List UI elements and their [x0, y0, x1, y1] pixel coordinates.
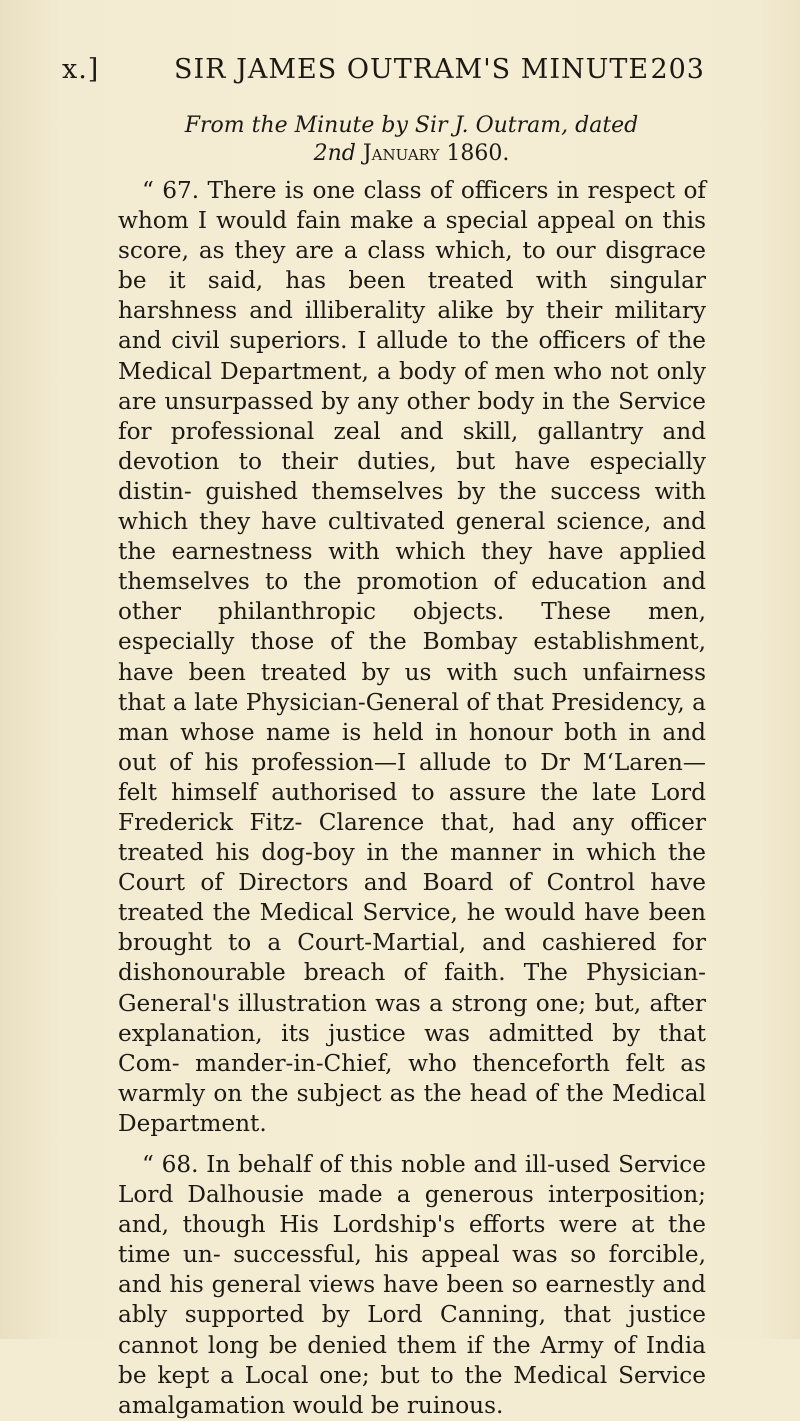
body-text	[118, 176, 706, 1421]
paragraph-67: “ 67. There is one class of officers in respect of whom I would fain make a special appeal on this score, as they are a class which, to our disgrace be it said, has been treated with singular harshness and illiberality alike by their military and civil superiors. I allude to the officers of the Medical Department, a body of men who not only are unsurpassed by any other body in the Service for professional zeal and skill, gallantry and devotion to their duties, but have especially distin- guished themselves by the success with which they have cultivated general science, and the earnestness with which they have applied themselves to the promotion of education and other philanthropic objects. These men, especially those of the Bombay establishment, have been treated by us with such unfairness that a late Physician-General of that Presidency, a man whose name is held in honour both in and out of his profession—I allude to Dr M‘Laren—felt himself authorised to assure the late Lord Frederick Fitz- Clarence that, had any officer treated his dog-boy in the manner in which the Court of Directors and Board of Control have treated the Medical Service, he would have been brought to a Court-Martial, and cashiered for dishonourable breach of faith. The Physician- General's illustration was a strong one; but, after explanation, its justice was admitted by that Com- mander-in-Chief, who thenceforth felt as warmly on the subject as the head of the Medical Department.	[118, 177, 706, 1137]
source-note	[118, 112, 705, 168]
source-note-date-month: January	[362, 141, 440, 166]
source-note-date	[118, 140, 705, 168]
paragraph-68: “ 68. In behalf of this noble and ill-used Service Lord Dalhousie made a generous interposition; and, though His Lordship's efforts were at the time un- successful, his appeal was so forcible, and his general views have been so earnestly and ably supported by Lord Canning, that justice cannot long be denied them if the Army of India be kept a Local one; but to the Medical Service amalgamation would be ruinous.	[118, 1151, 706, 1419]
source-note-date-year: 1860.	[439, 141, 510, 166]
chapter-mark: x.]	[62, 54, 100, 85]
running-title: SIR JAMES OUTRAM'S MINUTE	[174, 54, 650, 85]
source-note-line1: From the Minute by Sir J. Outram, dated	[184, 113, 639, 138]
running-head	[62, 54, 705, 88]
page-number: 203	[650, 54, 705, 85]
source-note-date-prefix: 2nd	[313, 141, 363, 166]
